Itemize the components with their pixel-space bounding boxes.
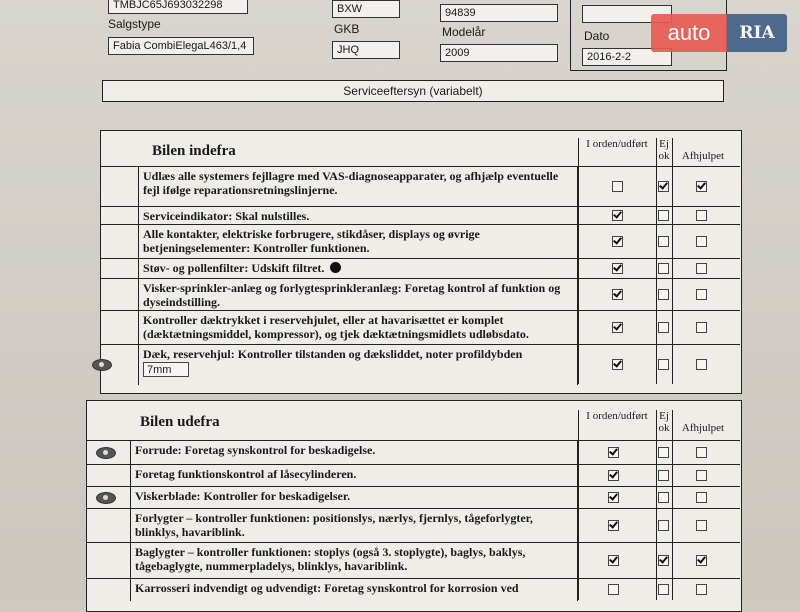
- checkbox-ok[interactable]: [612, 210, 623, 221]
- checkbox-afhjulpet[interactable]: [696, 236, 707, 247]
- checklist-row-text: [138, 345, 578, 385]
- col-ok-header-2: I orden/udført: [586, 410, 648, 422]
- checklist-row-label: Visker-sprinkler-anlæg og forlygtesprinkleranlæg: Foretag kontrol af funktion og dyseindstilling.: [143, 281, 561, 309]
- checklist-row-label: Kontroller dæktrykket i reservehjulet, eller at havarisættet er komplet (dæktætningsmiddel, kompressor), og tjek dæktætningsmidlets udløbsdato.: [143, 313, 529, 341]
- checkbox-ej-ok[interactable]: [658, 555, 669, 566]
- bullet-dot-icon: [330, 262, 341, 273]
- checkbox-ej-ok[interactable]: [658, 181, 669, 192]
- checkbox-afhjulpet[interactable]: [696, 289, 707, 300]
- checklist-row-label: Forlygter – kontroller funktionen: positionslys, nærlys, fjernlys, tågeforlygter, blinklys, havariblink.: [135, 511, 533, 539]
- checkbox-ok[interactable]: [612, 263, 623, 274]
- checkbox-ok[interactable]: [612, 289, 623, 300]
- checklist-row-label: Karrosseri indvendigt og udvendigt: Foretag synskontrol for korrosion ved: [135, 581, 519, 595]
- checkbox-ok[interactable]: [608, 492, 619, 503]
- checklist-row-text: [130, 543, 578, 579]
- checklist-row-text: [130, 579, 578, 601]
- checklist-row-text: [138, 167, 578, 207]
- dato-field: 2016-2-2: [582, 48, 672, 66]
- checkbox-afhjulpet[interactable]: [696, 210, 707, 221]
- checklist-row-label: Foretag funktionskontrol af låsecylinderen.: [135, 467, 357, 481]
- salgstype-label: Salgstype: [108, 17, 161, 31]
- checklist-row-text: [138, 225, 578, 259]
- checklist-row: [100, 310, 740, 345]
- checkbox-ej-ok[interactable]: [658, 289, 669, 300]
- gkb-field: JHQ: [332, 41, 400, 59]
- checklist-row-text: [138, 259, 578, 279]
- checkbox-afhjulpet[interactable]: [696, 520, 707, 531]
- checkbox-ej-ok[interactable]: [658, 322, 669, 333]
- checkbox-afhjulpet[interactable]: [696, 447, 707, 458]
- checkbox-ok[interactable]: [608, 584, 619, 595]
- checklist-row-text: [138, 279, 578, 311]
- col-ej-header: Ej ok: [658, 138, 670, 162]
- checkbox-afhjulpet[interactable]: [696, 322, 707, 333]
- checkbox-afhjulpet[interactable]: [696, 263, 707, 274]
- checklist-row-text: [130, 465, 578, 487]
- checklist-row-label: Dæk, reservehjul: Kontroller tilstanden og dæksliddet, noter profildybden: [143, 347, 523, 361]
- modelaar-label: Modelår: [442, 25, 486, 39]
- checklist-row: [86, 486, 740, 509]
- checklist-row: [86, 440, 740, 465]
- checkbox-ok[interactable]: [608, 447, 619, 458]
- number-field: 94839: [440, 4, 558, 22]
- checkbox-afhjulpet[interactable]: [696, 359, 707, 370]
- section-indefra-title: Bilen indefra: [152, 143, 236, 159]
- checklist-row: [100, 258, 740, 279]
- checklist-row-label: Alle kontakter, elektriske forbrugere, stikdåser, displays og øvrige betjeningselementer: Kontroller funktionen.: [143, 227, 480, 255]
- salgstype-field: Fabia CombiElegaL463/1,4: [108, 37, 254, 55]
- checklist-row-text: [138, 207, 578, 225]
- checklist-row: [86, 578, 740, 601]
- checklist-row-label: Støv- og pollenfilter: Udskift filtret.: [143, 261, 325, 275]
- checklist-row: [100, 344, 740, 385]
- eye-icon: [96, 492, 116, 504]
- checkbox-ok[interactable]: [612, 322, 623, 333]
- eye-icon: [96, 447, 116, 459]
- checkbox-ej-ok[interactable]: [658, 210, 669, 221]
- column-divider: [656, 138, 657, 384]
- checkbox-ej-ok[interactable]: [658, 584, 669, 595]
- checklist-row-label: Viskerblade: Kontroller for beskadigelser.: [135, 489, 351, 503]
- checkbox-afhjulpet[interactable]: [696, 584, 707, 595]
- eye-icon: [92, 359, 112, 371]
- checklist-row: [100, 224, 740, 259]
- modelaar-field: 2009: [440, 44, 558, 62]
- checkbox-ej-ok[interactable]: [658, 470, 669, 481]
- checkbox-ok[interactable]: [608, 520, 619, 531]
- service-banner: Serviceeftersyn (variabelt): [102, 80, 724, 102]
- checkbox-ok[interactable]: [608, 470, 619, 481]
- checklist-row: [100, 166, 740, 207]
- checklist-row-label: Udlæs alle systemers fejllagre med VAS-diagnoseapparater, og afhjælp eventuelle fejl ifølge reparationsretningslinjerne.: [143, 169, 559, 197]
- checkbox-ej-ok[interactable]: [658, 263, 669, 274]
- checklist-row-label: Baglygter – kontroller funktionen: stoplys (også 3. stoplygte), baglys, baklys, tågebaglygte, nummerpladelys, blinklys, havariblink.: [135, 545, 526, 573]
- column-divider: [578, 138, 579, 384]
- checklist-row-text: [130, 487, 578, 509]
- checkbox-afhjulpet[interactable]: [696, 181, 707, 192]
- checklist-row-text: [138, 311, 578, 345]
- checklist-row-label: Serviceindikator: Skal nulstilles.: [143, 209, 310, 223]
- checkbox-afhjulpet[interactable]: [696, 555, 707, 566]
- col-ok-header: I orden/udført: [586, 138, 648, 150]
- column-divider: [672, 138, 673, 384]
- col-afh-header-2: Afhjulpet: [681, 422, 725, 434]
- checklist-row-text: [130, 441, 578, 465]
- checkbox-ok[interactable]: [612, 236, 623, 247]
- checklist-row-text: [130, 509, 578, 543]
- checkbox-ej-ok[interactable]: [658, 492, 669, 503]
- checkbox-afhjulpet[interactable]: [696, 492, 707, 503]
- column-divider: [672, 410, 673, 600]
- checkbox-ok[interactable]: [608, 555, 619, 566]
- checkbox-ej-ok[interactable]: [658, 447, 669, 458]
- checkbox-ej-ok[interactable]: [658, 359, 669, 370]
- checklist-row: [100, 206, 740, 225]
- checkbox-ej-ok[interactable]: [658, 520, 669, 531]
- gkb-label: GKB: [334, 22, 360, 36]
- column-divider: [656, 410, 657, 600]
- checkbox-ej-ok[interactable]: [658, 236, 669, 247]
- ria-logo: RIA: [727, 14, 787, 52]
- auto-logo: auto: [651, 14, 727, 52]
- checkbox-ok[interactable]: [612, 359, 623, 370]
- profile-depth-field[interactable]: 7mm: [143, 362, 189, 377]
- dato-label: Dato: [584, 29, 610, 43]
- motor-code-field: BXW: [332, 0, 400, 18]
- checklist-row: [100, 278, 740, 311]
- col-afh-header: Afhjulpet: [681, 150, 725, 162]
- column-divider: [578, 410, 579, 600]
- checklist-row-label: Forrude: Foretag synskontrol for beskadigelse.: [135, 443, 376, 457]
- checklist-row: [86, 464, 740, 487]
- checklist-row: [86, 542, 740, 579]
- checkbox-afhjulpet[interactable]: [696, 470, 707, 481]
- checklist-row: [86, 508, 740, 543]
- section-udefra-title: Bilen udefra: [140, 414, 220, 430]
- vin-field: TMBJC65J693032298: [108, 0, 248, 14]
- col-ej-header-2: Ej ok: [658, 410, 670, 434]
- checkbox-ok[interactable]: [612, 181, 623, 192]
